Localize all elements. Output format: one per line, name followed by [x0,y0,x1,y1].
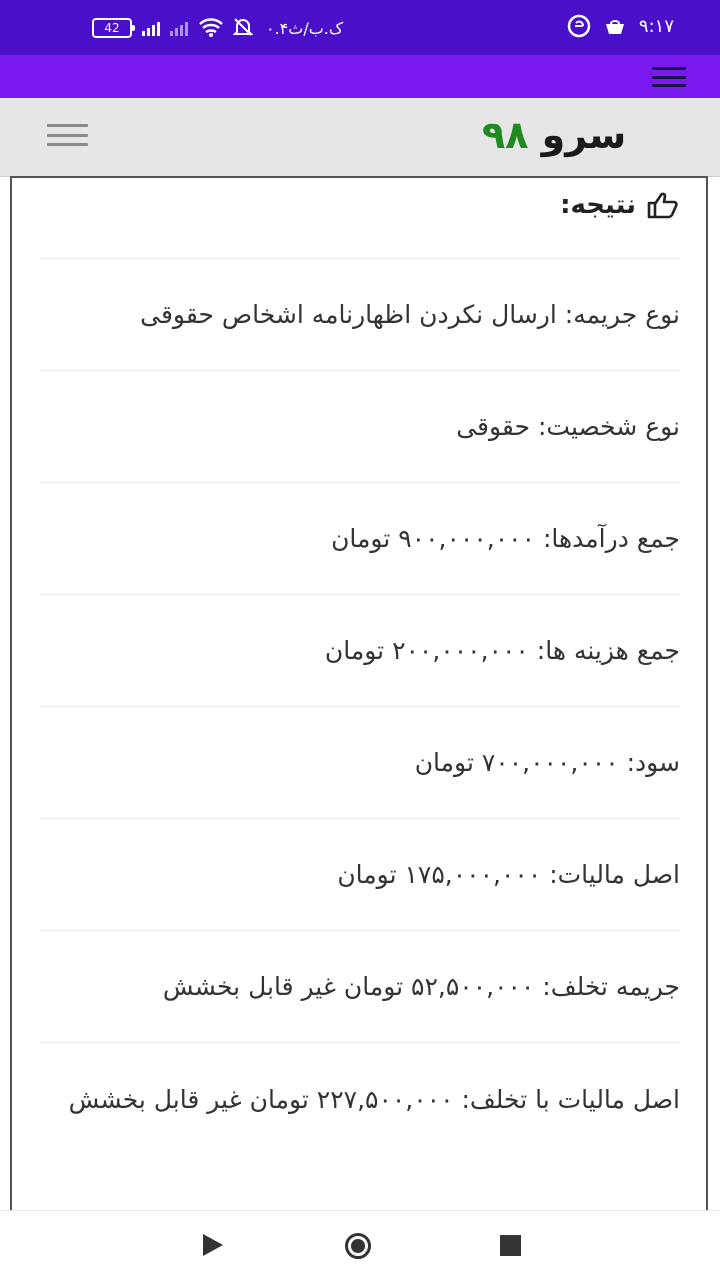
recent-apps-icon[interactable] [500,1235,521,1256]
back-icon[interactable] [203,1234,223,1256]
signal-icon [142,20,160,36]
status-bar [0,0,720,55]
logo-number: ۹۸ [482,113,529,157]
clock: ۹:۱۷ [638,15,674,37]
status-bar-left-group [92,16,343,40]
profit-row: سود: ۷۰۰,۰۰۰,۰۰۰ تومان [40,706,680,818]
logo-word: سرو [541,113,627,157]
site-logo[interactable] [482,112,626,158]
app-toolbar [0,55,720,98]
status-bar-right-group [567,14,674,38]
penalty-type-row: نوع جریمه: ارسال نکردن اظهارنامه اشخاص حقوقی [40,258,680,370]
app-e-icon [567,14,591,38]
violation-penalty-row: جریمه تخلف: ۵۲,۵۰۰,۰۰۰ تومان غیر قابل بخشش [40,930,680,1042]
total-expenses-row: جمع هزینه ها: ۲۰۰,۰۰۰,۰۰۰ تومان [40,594,680,706]
entity-type-row: نوع شخصیت: حقوقی [40,370,680,482]
menu-icon[interactable] [652,67,686,87]
wifi-icon [198,16,222,40]
thumbs-up-icon [646,190,680,220]
signal-weak-icon [170,20,188,36]
site-menu-icon[interactable] [47,124,88,146]
result-heading [560,190,680,220]
mute-icon [232,16,256,40]
battery-icon: 42 [92,18,132,38]
network-speed: ۰.۴ک.ب/ث [266,18,344,38]
tax-with-penalty-row: اصل مالیات با تخلف: ۲۲۷,۵۰۰,۰۰۰ تومان غیر قابل بخشش [40,1042,680,1202]
site-header [0,98,720,177]
navigation-bar [0,1210,720,1281]
result-card [10,176,708,1210]
total-income-row: جمع درآمدها: ۹۰۰,۰۰۰,۰۰۰ تومان [40,482,680,594]
shopping-basket-icon [603,14,627,38]
home-icon[interactable] [345,1233,371,1259]
result-title: نتیجه: [560,190,636,220]
result-list [40,258,680,1202]
principal-tax-row: اصل مالیات: ۱۷۵,۰۰۰,۰۰۰ تومان [40,818,680,930]
